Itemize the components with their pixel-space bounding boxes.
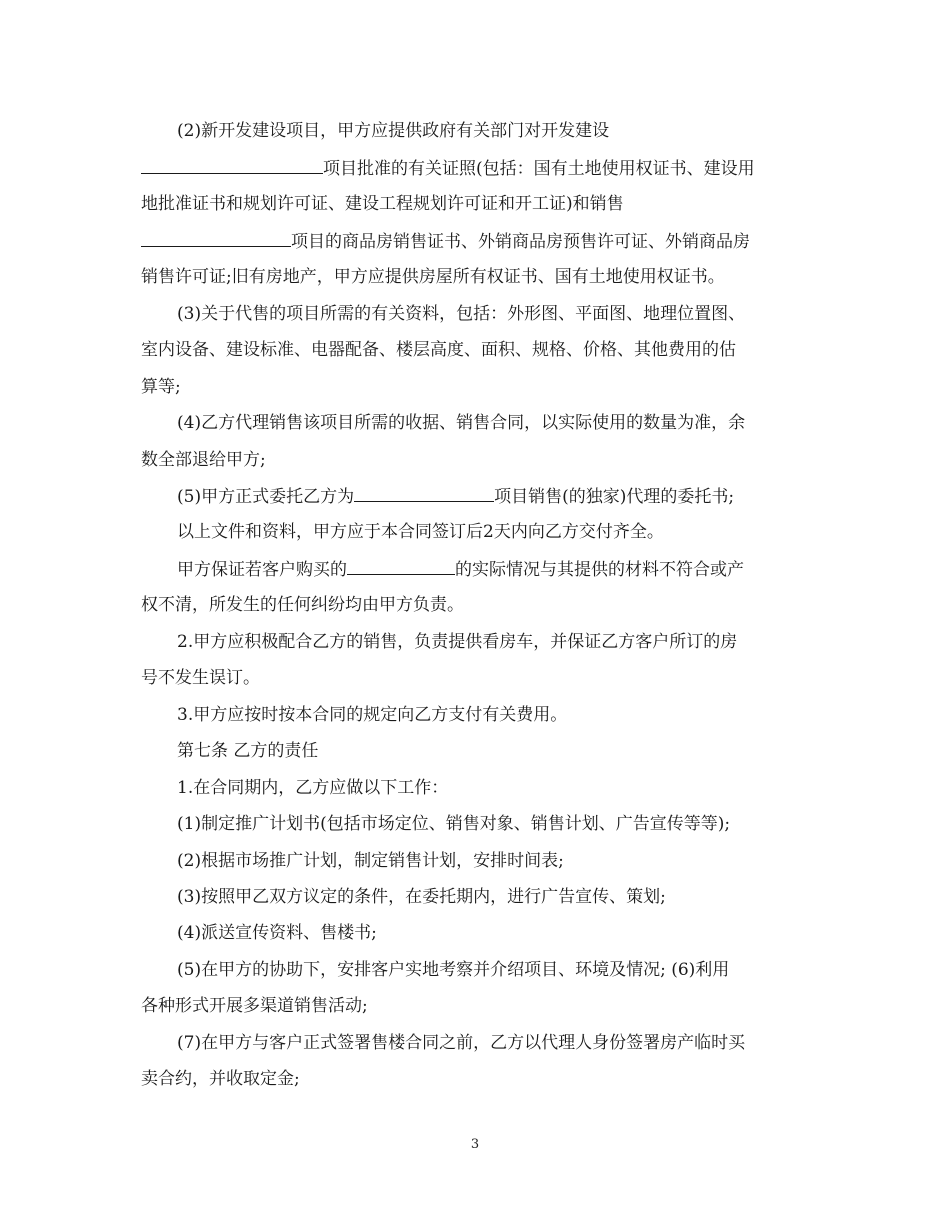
paragraph-line: 甲方保证若客户购买的 的实际情况与其提供的材料不符合或产 bbox=[177, 560, 744, 580]
paragraph-line: 室内设备、建设标准、电器配备、楼层高度、面积、规格、价格、其他费用的估 bbox=[141, 340, 736, 360]
paragraph-line: 以上文件和资料，甲方应于本合同签订后2天内向乙方交付齐全。 bbox=[177, 522, 664, 542]
fill-in-blank bbox=[141, 230, 291, 247]
paragraph-line: 权不清，所发生的任何纠纷均由甲方负责。 bbox=[141, 595, 464, 615]
paragraph-line: (4)派送宣传资料、售楼书; bbox=[177, 923, 377, 943]
fill-in-blank bbox=[354, 485, 494, 502]
paragraph-line: 各种形式开展多渠道销售活动; bbox=[141, 996, 368, 1016]
paragraph-line: (5)在甲方的协助下，安排客户实地考察并介绍项目、环境及情况; (6)利用 bbox=[177, 960, 730, 980]
paragraph-line: 卖合约，并收取定金; bbox=[141, 1069, 300, 1089]
fill-in-blank bbox=[347, 558, 455, 575]
page-number: 3 bbox=[470, 1137, 480, 1152]
paragraph-line: 号不发生误订。 bbox=[141, 668, 260, 688]
paragraph-line: 项目批准的有关证照(包括：国有土地使用权证书、建设用 bbox=[141, 157, 811, 180]
section-heading: 第七条 乙方的责任 bbox=[177, 741, 319, 761]
paragraph-line: (3)关于代售的项目所需的有关资料，包括：外形图、平面图、地理位置图、 bbox=[177, 304, 746, 324]
paragraph-line: (2)根据市场推广计划，制定销售计划，安排时间表; bbox=[177, 851, 564, 871]
paragraph-line: 销售许可证;旧有房地产，甲方应提供房屋所有权证书、国有土地使用权证书。 bbox=[141, 267, 725, 287]
paragraph-line: 项目的商品房销售证书、外销商品房预售许可证、外销商品房 bbox=[141, 230, 811, 253]
paragraph-line: (2)新开发建设项目，甲方应提供政府有关部门对开发建设 bbox=[177, 121, 610, 141]
paragraph-line: (4)乙方代理销售该项目所需的收据、销售合同，以实际使用的数量为准，余 bbox=[177, 413, 746, 433]
fill-in-blank bbox=[141, 157, 323, 174]
paragraph-line: 数全部退给甲方; bbox=[141, 450, 266, 470]
paragraph-line: (1)制定推广计划书(包括市场定位、销售对象、销售计划、广告宣传等等); bbox=[177, 814, 731, 834]
paragraph-line: (3)按照甲乙双方议定的条件，在委托期内，进行广告宣传、策划; bbox=[177, 887, 666, 907]
paragraph-line: 3.甲方应按时按本合同的规定向乙方支付有关费用。 bbox=[177, 705, 568, 725]
paragraph-line: 算等; bbox=[141, 377, 181, 397]
paragraph-line: 地批准证书和规划许可证、建设工程规划许可证和开工证)和销售 bbox=[141, 194, 624, 214]
paragraph-line: (5)甲方正式委托乙方为 项目销售(的独家)代理的委托书; bbox=[177, 487, 735, 507]
paragraph-line: (7)在甲方与客户正式签署售楼合同之前，乙方以代理人身份签署房产临时买 bbox=[177, 1033, 746, 1053]
paragraph-line: 1.在合同期内，乙方应做以下工作： bbox=[177, 778, 449, 798]
paragraph-line: 2.甲方应积极配合乙方的销售，负责提供看房车，并保证乙方客户所订的房 bbox=[177, 632, 738, 652]
